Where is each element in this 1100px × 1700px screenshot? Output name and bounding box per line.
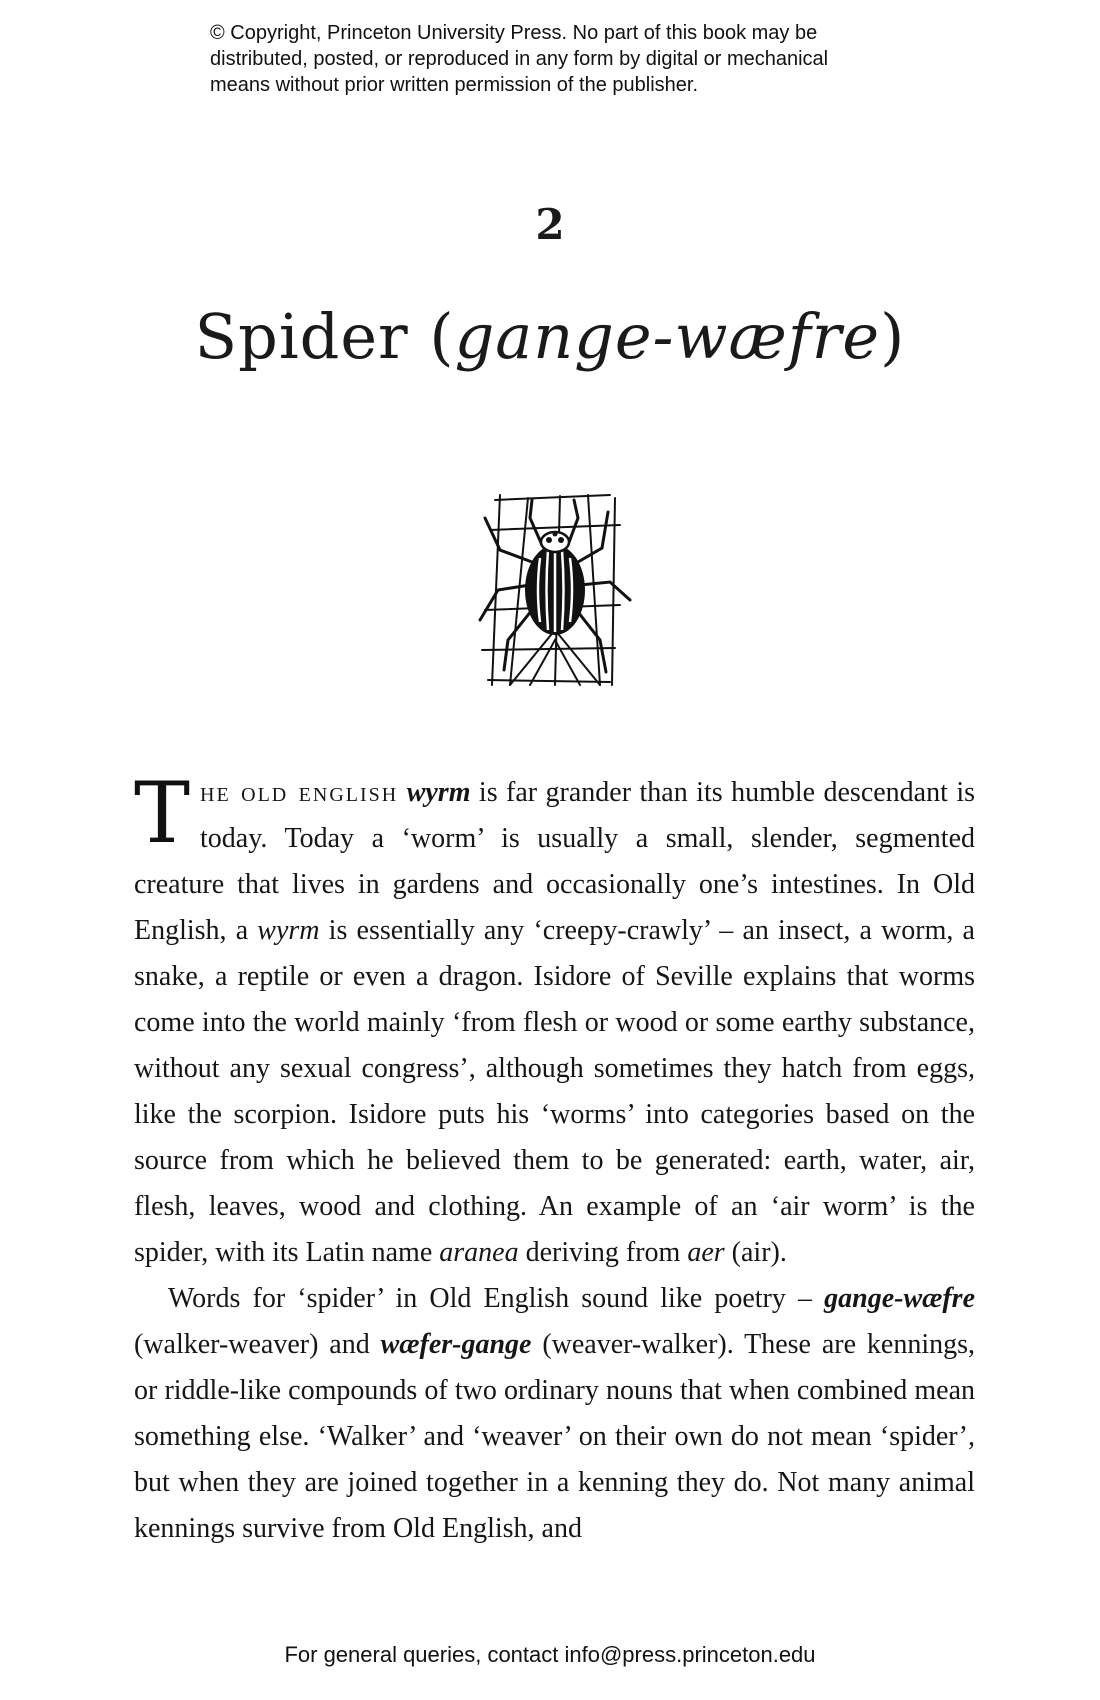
term-wyrm-italic: wyrm <box>257 915 320 946</box>
chapter-title-paren-open: ( <box>429 300 455 373</box>
copyright-line: means without prior written permission of the publisher. <box>210 74 699 96</box>
copyright-notice <box>210 20 930 98</box>
chapter-number: 2 <box>535 200 565 249</box>
chapter-title-paren-close: ) <box>880 300 906 373</box>
paragraph-text: (walker-weaver) and <box>134 1329 381 1360</box>
paragraph-text: is far grander than its humble descendant is today. Today a ‘worm’ is usually a small, slender, segmented creature that lives in gardens and occasionally one’s intestines. In Old English, a <box>134 777 976 946</box>
paragraph-text: (air). <box>724 1237 787 1268</box>
paragraph-1 <box>134 764 976 1276</box>
chapter-title <box>0 300 1100 373</box>
spider-icon <box>470 490 640 690</box>
copyright-line: distributed, posted, or reproduced in any form by digital or mechanical <box>210 48 829 70</box>
footer-contact: For general queries, contact info@press.princeton.edu <box>284 1642 816 1667</box>
chapter-title-old-english: gange-wæfre <box>454 300 881 373</box>
term-gange-waefre: gange-wæfre <box>824 1283 975 1314</box>
paragraph-2 <box>134 1276 975 1552</box>
latin-aer: aer <box>687 1237 725 1268</box>
chapter-title-main: Spider <box>194 300 430 373</box>
latin-aranea: aranea <box>439 1237 519 1268</box>
term-waefer-gange: wæfer-gange <box>380 1329 532 1360</box>
term-wyrm: wyrm <box>406 777 471 808</box>
opening-small-caps: he old english <box>200 777 399 808</box>
paragraph-text: deriving from <box>518 1237 688 1268</box>
spider-illustration <box>470 490 640 690</box>
chapter-body <box>134 764 976 1552</box>
copyright-line: © Copyright, Princeton University Press. No part of this book may be <box>210 22 818 44</box>
paragraph-text: Words for ‘spider’ in Old English sound like poetry – <box>168 1283 825 1314</box>
drop-cap: T <box>134 764 191 862</box>
paragraph-text: (weaver-walker). These are kennings, or riddle-like compounds of two ordinary nouns that when combined mean something else. ‘Walker’ and ‘weaver’ on their own do not mean ‘spider’, but when they are joined together in a kenning they do. Not many animal kennings survive from Old English, and <box>134 1329 975 1544</box>
paragraph-text: is essentially any ‘creepy-crawly’ – an insect, a worm, a snake, a reptile or even a dragon. Isidore of Seville explains that worms come into the world mainly ‘from flesh or wood or some earthy substance, without any sexual congress’, although sometimes they hatch from eggs, like the scorpion. Isidore puts his ‘worms’ into categories based on the source from which he believed them to be generated: earth, water, air, flesh, leaves, wood and clothing. An example of an ‘air worm’ is the spider, with its Latin name <box>134 915 975 1268</box>
